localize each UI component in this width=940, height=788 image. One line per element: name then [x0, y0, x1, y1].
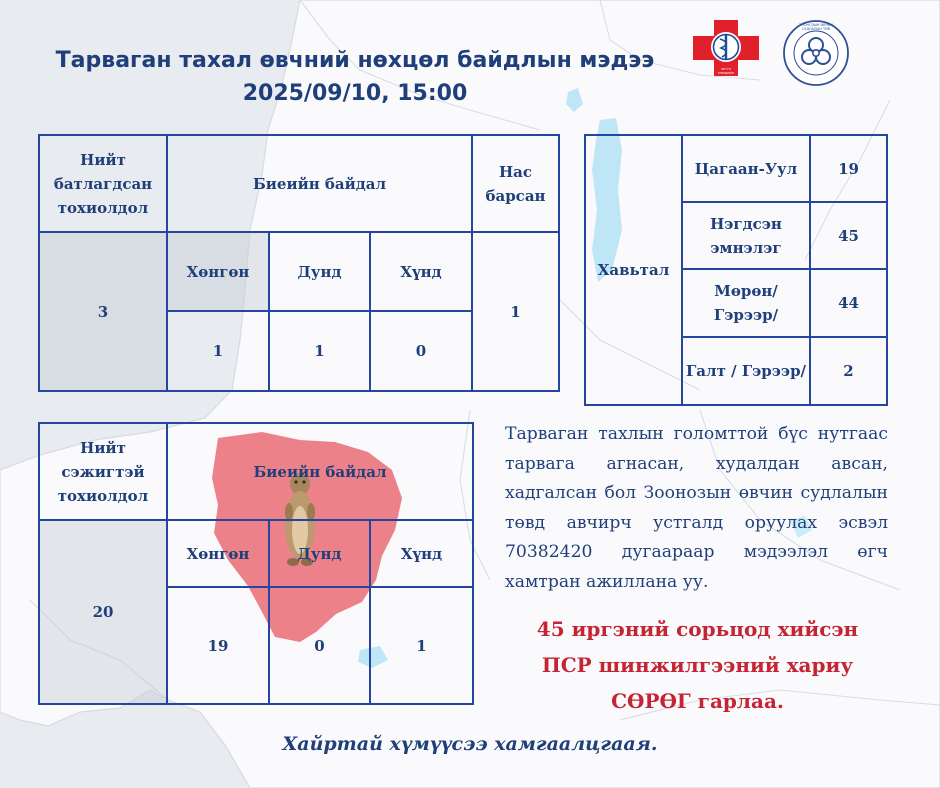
pcr-result-line-2: ПСР шинжилгээний хариу: [541, 653, 854, 677]
suspected-moderate-header: Дунд: [269, 520, 370, 587]
suspected-status-header: Биеийн байдал: [167, 423, 473, 520]
contact-place-1: Цагаан-Уул: [682, 135, 810, 202]
health-logo-text: ЭРҮҮЛ МЭНДИЙН ГАЗАР: [717, 67, 735, 79]
confirmed-severe-value: 0: [370, 311, 472, 391]
page-title: [0, 44, 710, 110]
contact-place-3: Мөрөн/ Гэрээр/: [682, 269, 810, 337]
suspected-severe-value: 1: [370, 587, 473, 704]
pcr-result-line-3: СӨРӨГ гарлаа.: [611, 689, 784, 713]
contact-count-1: 19: [810, 135, 887, 202]
suspected-total-value: 20: [39, 520, 167, 704]
confirmed-moderate-header: Дунд: [269, 232, 370, 311]
title-line-1: Тарваган тахал өвчний нөхцөл байдлын мэдээ: [55, 48, 655, 73]
title-date: 2025/09/10, 15:00: [242, 81, 468, 106]
notice-paragraph: Тарваган тахлын голомттой бүс нутгаас тарвага агнасан, худалдан авсан, хадгалсан бол Зоонозын өвчин судлалын төвд авчирч устгалд оруулах эсвэл 70382420 дугаараар мэдээлэл өгч хамтран ажиллана уу.: [505, 424, 888, 592]
contact-count-3: 44: [810, 269, 887, 337]
contact-place-2: Нэгдсэн эмнэлэг: [682, 202, 810, 269]
suspected-cases-table: [38, 422, 474, 705]
suspected-severe-header: Хүнд: [370, 520, 473, 587]
contacts-label: Хавьтал: [585, 135, 682, 405]
confirmed-status-header: Биеийн байдал: [167, 135, 472, 232]
suspected-total-header: Нийт сэжигтэй тохиолдол: [39, 423, 167, 520]
suspected-mild-header: Хөнгөн: [167, 520, 269, 587]
pcr-result: [500, 611, 895, 719]
contact-count-4: 2: [810, 337, 887, 405]
suspected-moderate-value: 0: [269, 587, 370, 704]
zoonotic-center-logo: [783, 20, 849, 86]
confirmed-mild-header: Хөнгөн: [167, 232, 269, 311]
confirmed-total-value: 3: [39, 232, 167, 391]
contacts-table: [584, 134, 888, 406]
footer-slogan: Хайртай хүмүүсээ хамгаалцгаая.: [282, 733, 658, 755]
confirmed-total-header: Нийт батлагдсан тохиолдол: [39, 135, 167, 232]
confirmed-dead-header: Нас барсан: [472, 135, 559, 232]
zoonotic-logo-text: ЗООНОЗЫН ӨВЧИН СУДЛАЛЫН ТӨВ: [799, 23, 833, 31]
contact-count-2: 45: [810, 202, 887, 269]
suspected-mild-value: 19: [167, 587, 269, 704]
confirmed-cases-table: [38, 134, 560, 392]
confirmed-severe-header: Хүнд: [370, 232, 472, 311]
confirmed-moderate-value: 1: [269, 311, 370, 391]
confirmed-dead-value: 1: [472, 232, 559, 391]
confirmed-mild-value: 1: [167, 311, 269, 391]
health-department-logo: [693, 20, 759, 79]
pcr-result-line-1: 45 иргэний сорьцод хийсэн: [536, 617, 859, 641]
contact-place-4: Галт / Гэрээр/: [682, 337, 810, 405]
